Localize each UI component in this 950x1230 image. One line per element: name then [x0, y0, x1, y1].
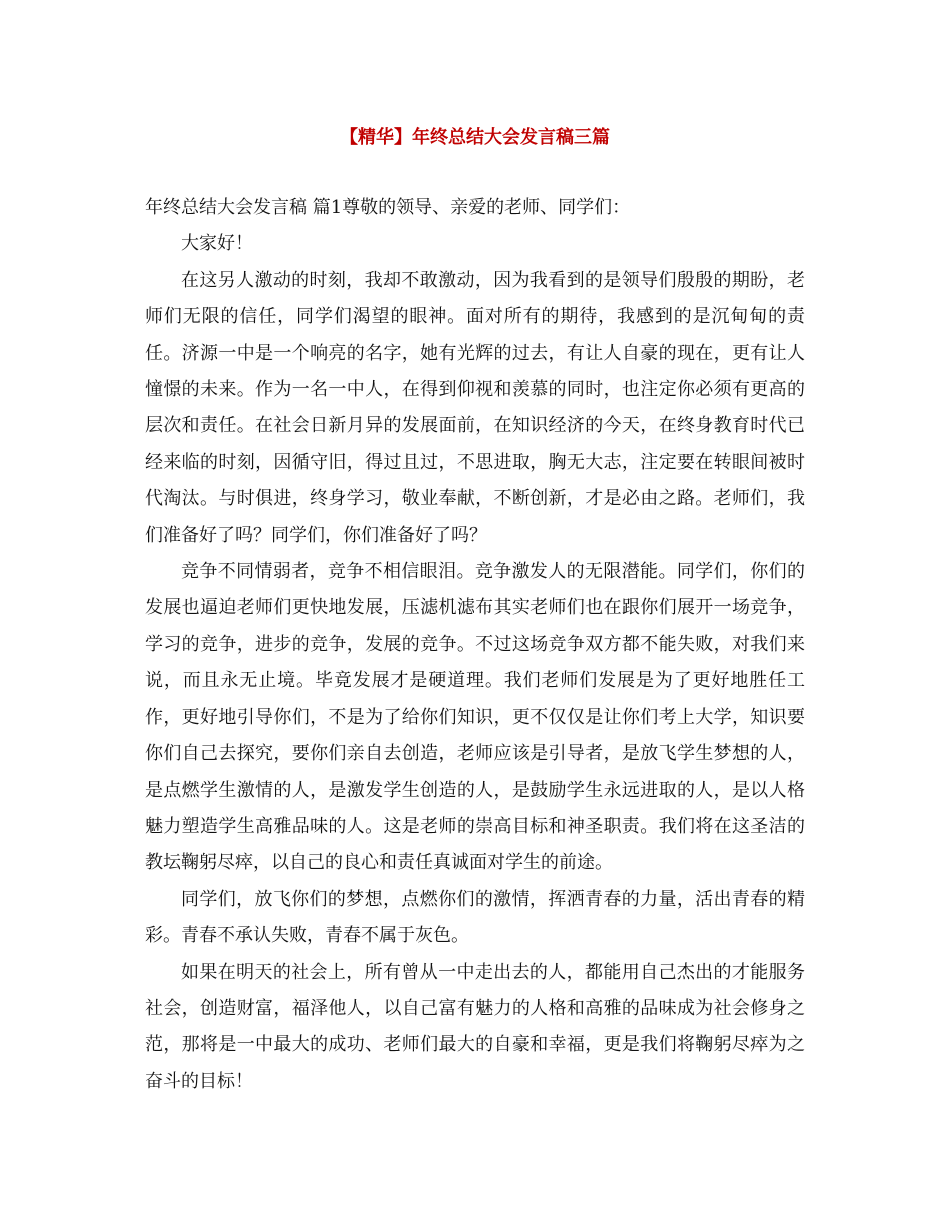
- paragraph-3: 同学们，放飞你们的梦想，点燃你们的激情，挥洒青春的力量，活出青春的精彩。青春不承认失败，青春不属于灰色。: [145, 888, 805, 947]
- paragraph-2: 竞争不同情弱者，竞争不相信眼泪。竞争激发人的无限潜能。同学们，你们的发展也逼迫老师们更快地发展，压滤机滤布其实老师们也在跟你们展开一场竞争，学习的竞争，进步的竞争，发展的竞争。不过这场竞争双方都不能失败，对我们来说，而且永无止境。毕竟发展才是硬道理。我们老师们发展是为了更好地胜任工作，更好地引导你们，不是为了给你们知识，更不仅仅是让你们考上大学，知识要你们自己去探究，要你们亲自去创造，老师应该是引导者，是放飞学生梦想的人，是点燃学生激情的人，是激发学生创造的人，是鼓励学生永远进取的人，是以人格魅力塑造学生高雅品味的人。这是老师的崇高目标和神圣职责。我们将在这圣洁的教坛鞠躬尽瘁，以自己的良心和责任真诚面对学生的前途。: [145, 561, 805, 874]
- document-title: 【精华】年终总结大会发言稿三篇: [340, 127, 610, 148]
- paragraph-1: 在这另人激动的时刻，我却不敢激动，因为我看到的是领导们殷殷的期盼，老师们无限的信任，同学们渴望的眼神。面对所有的期待，我感到的是沉甸甸的责任。济源一中是一个响亮的名字，她有光辉的过去，有让人自豪的现在，更有让人憧憬的未来。作为一名一中人，在得到仰视和羡慕的同时，也注定你必须有更高的层次和责任。在社会日新月异的发展面前，在知识经济的今天，在终身教育时代已经来临的时刻，因循守旧，得过且过，不思进取，胸无大志，注定要在转眼间被时代淘汰。与时俱进，终身学习，敬业奉献，不断创新，才是必由之路。老师们，我们准备好了吗？同学们，你们准备好了吗？: [145, 269, 805, 546]
- paragraph-heading-line: 年终总结大会发言稿 篇1尊敬的领导、亲爱的老师、同学们：: [145, 197, 631, 218]
- paragraph-4: 如果在明天的社会上，所有曾从一中走出去的人，都能用自己杰出的才能服务社会，创造财富，福泽他人，以自己富有魅力的人格和高雅的品味成为社会修身之范，那将是一中最大的成功、老师们最大的自豪和幸福，更是我们将鞠躬尽瘁为之奋斗的目标！: [145, 961, 805, 1092]
- paragraph-greeting: 大家好！: [181, 233, 253, 255]
- document-body: [145, 190, 805, 1100]
